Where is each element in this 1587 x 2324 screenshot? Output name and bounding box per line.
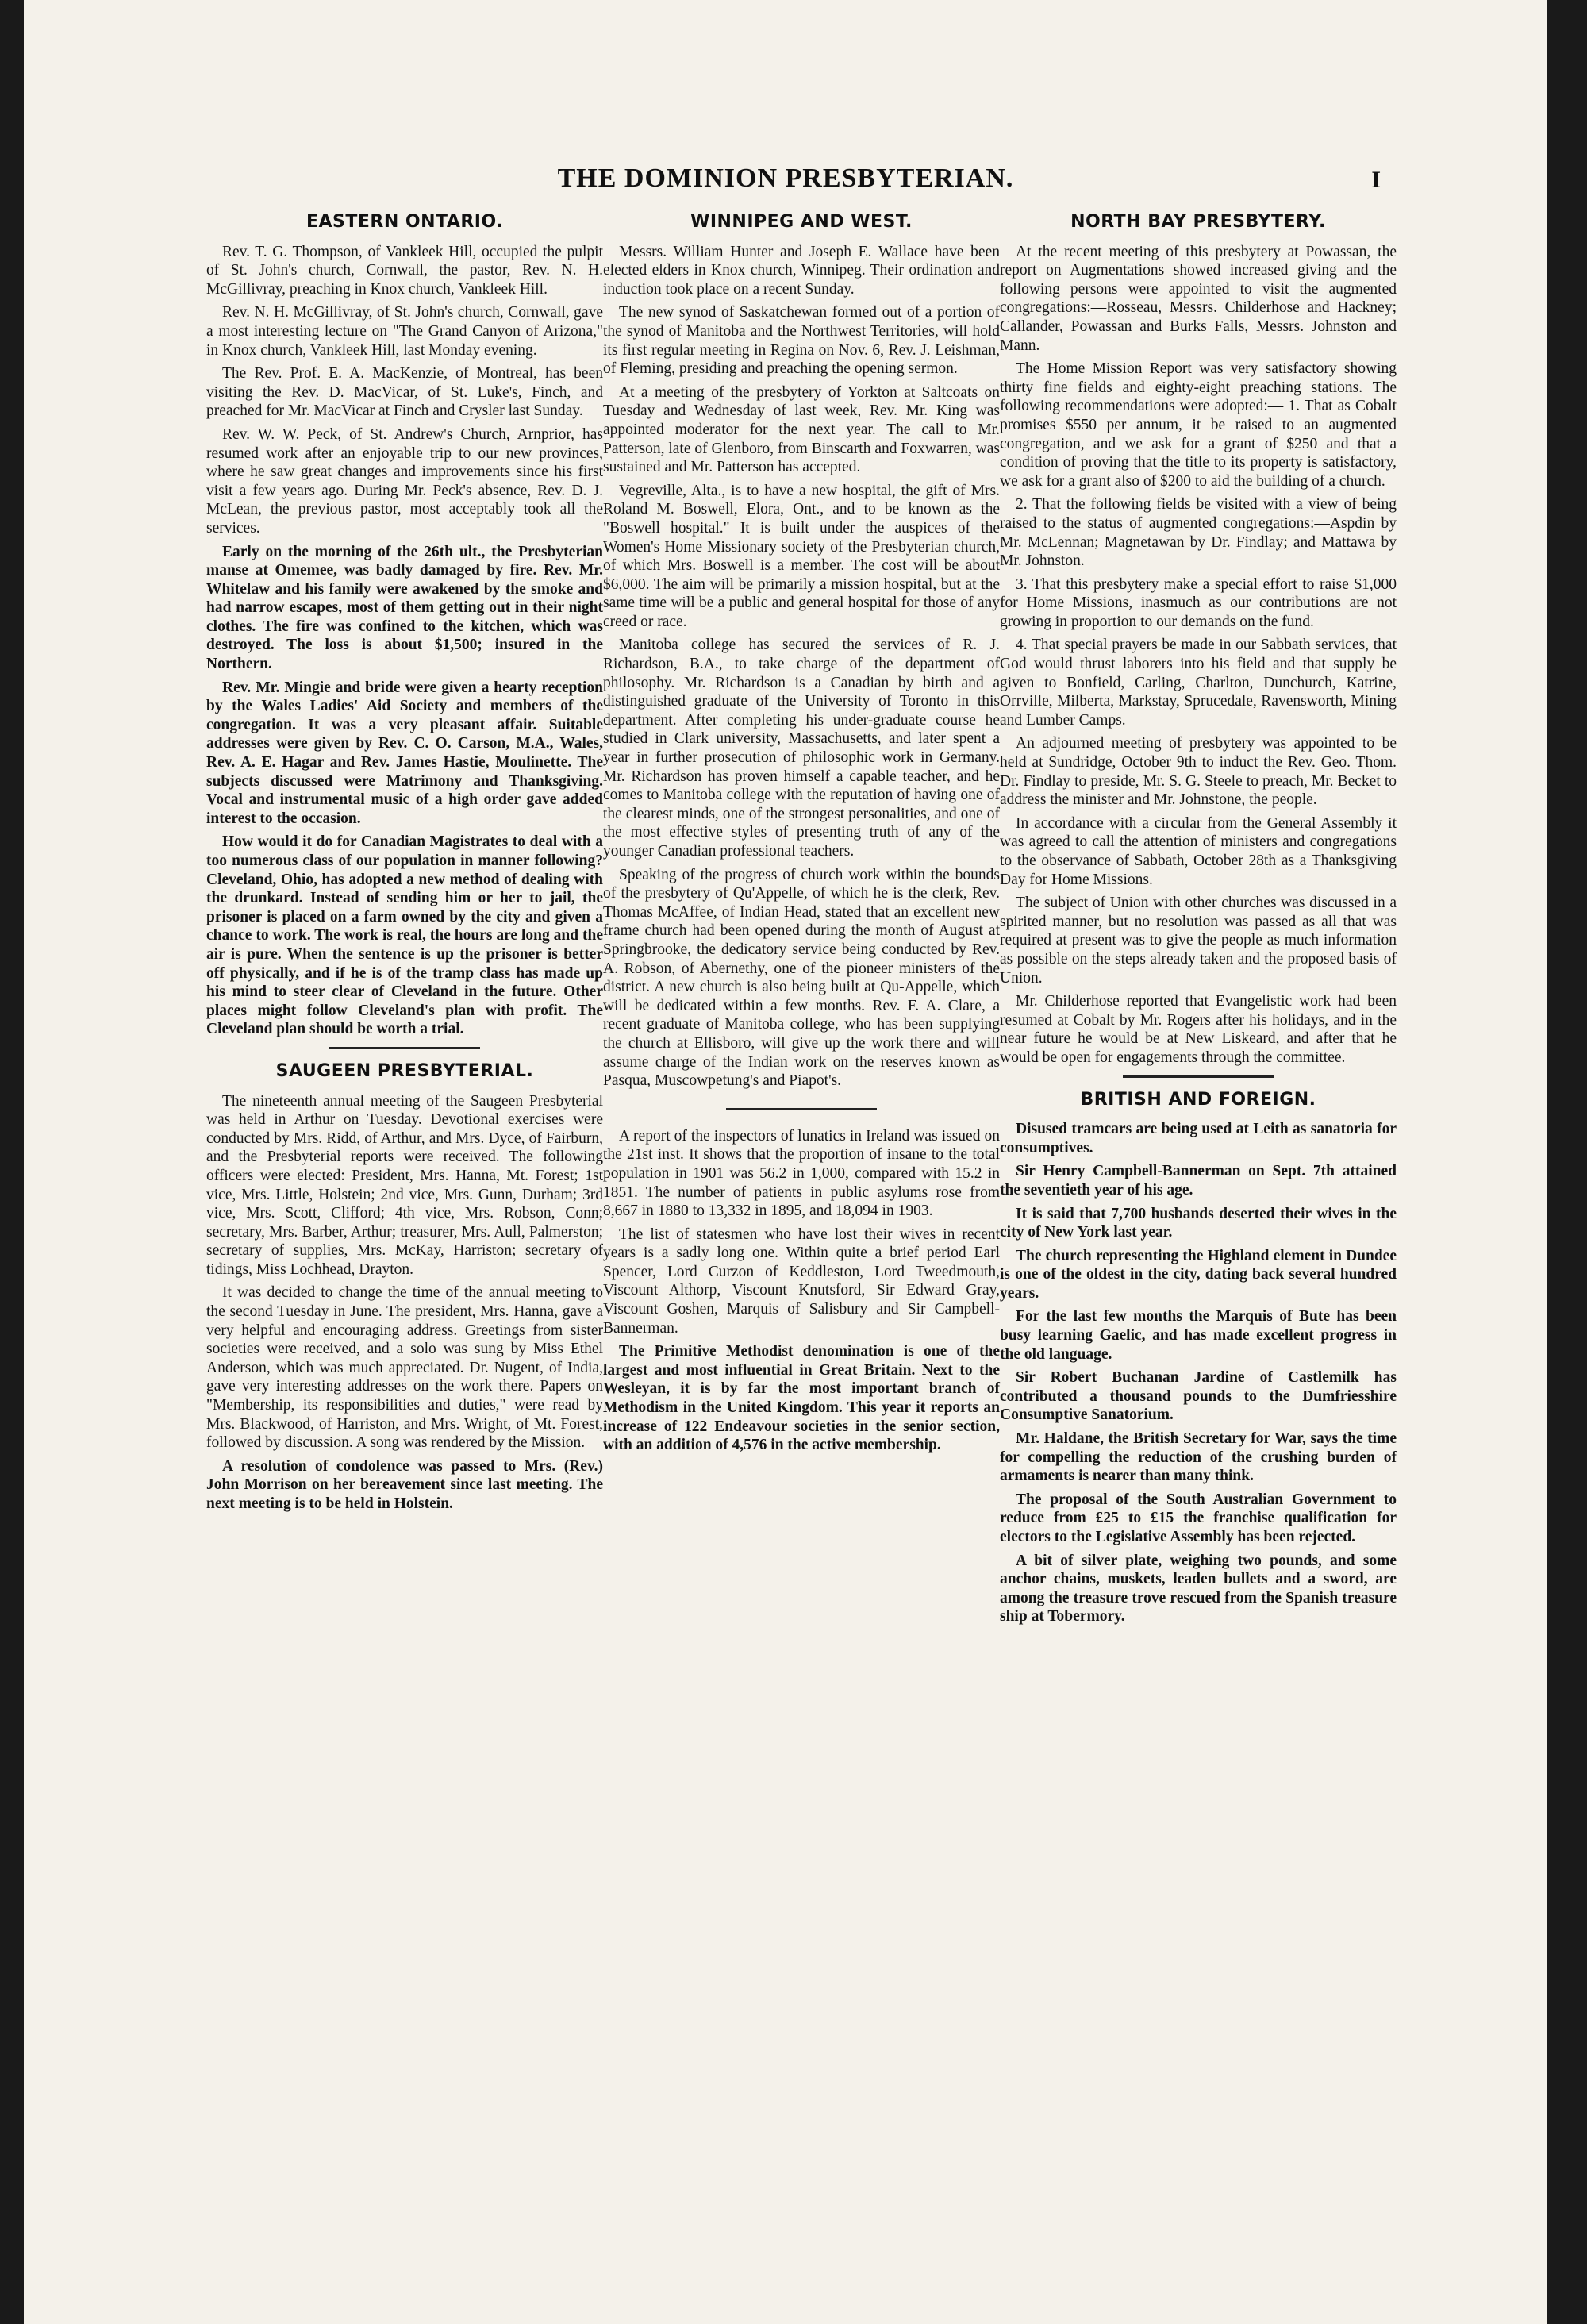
article-paragraph: The new synod of Saskatchewan formed out of a portion of the synod of Manitoba and the Northwest Territories, will hold its first regular meeting in Regina on Nov. 6, Rev. J. Leishman, of Fleming, presiding and preaching the opening sermon. [603,304,1000,378]
article-paragraph: Messrs. William Hunter and Joseph E. Wallace have been elected elders in Knox church, Winnipeg. Their ordination and induction took place on a recent Sunday. [603,243,1000,298]
article-paragraph: In accordance with a circular from the General Assembly it was agreed to call the attention of ministers and congregations to the observance of Sabbath, October 28th as a Thanksgiving Day for Home Missions. [1000,814,1397,888]
article-paragraph: The Home Mission Report was very satisfactory showing thirty fine fields and eighty-eight preaching stations. The following recommendations were adopted:— 1. That as Cobalt promises $550 per annum, it be raised to an augmented congregation, and we ask for a grant of $250 and that a condition of proving that the title to its property is satisfactory, we ask for a grant also of $200 to aid the building of a church. [1000,360,1397,490]
article-paragraph: Vegreville, Alta., is to have a new hospital, the gift of Mrs. Roland M. Boswell, Elora, Ont., and to be known as the "Boswell hospital." It is built under the auspices of the Women's Home Missionary society of the Presbyterian church, of which Mrs. Boswell is a member. The cost will be about $6,000. The aim will be primarily a mission hospital, but at the same time will be a public and general hospital for those of any creed or race. [603,482,1000,630]
section-heading-north-bay-presbytery: NORTH BAY PRESBYTERY. [1070,212,1326,232]
article-paragraph: Early on the morning of the 26th ult., the Presbyterian manse at Omemee, was badly damaged by fire. Rev. Mr. Whitelaw and his family were awakened by the smoke and had narrow escapes, most of them getting out in their night clothes. The fire was confined to the kitchen, which was destroyed. The loss is about $1,500; insured in the Northern. [206,543,603,673]
article-paragraph: Rev. T. G. Thompson, of Vankleek Hill, occupied the pulpit of St. John's church, Cornwall, the pastor, Rev. N. H. McGillivray, preaching in Knox church, Vankleek Hill. [206,243,603,298]
article-paragraph: Disused tramcars are being used at Leith as sanatoria for consumptives. [1000,1121,1397,1156]
article-paragraph: The list of statesmen who have lost their wives in recent years is a sadly long one. Within quite a brief period Earl Spencer, Lord Curzon of Keddleston, Lord Tweedmouth, Viscount Althorp, Viscount Knutsford, Sir Edward Gray, Viscount Goshen, Marquis of Salisbury and Sir Campbell-Bannerman. [603,1225,1000,1337]
section-heading-winnipeg-and-west: WINNIPEG AND WEST. [690,212,913,232]
page-number: I [1371,167,1381,193]
article-paragraph: For the last few months the Marquis of Bute has been busy learning Gaelic, and has made excellent progress in the old language. [1000,1308,1397,1363]
article-paragraph: 3. That this presbytery make a special effort to raise $1,000 for Home Missions, inasmuch as our contributions are not growing in proportion to our demands on the fund. [1000,575,1397,630]
newspaper-page [24,0,1547,2324]
article-paragraph: At the recent meeting of this presbytery at Powassan, the report on Augmentations showed increased giving and the following persons were appointed to visit the augmented congregations:—Rosseau, Messrs. Childerhose and Hackney; Callander, Powassan and Burks Falls, Messrs. Johnston and Mann. [1000,243,1397,354]
article-paragraph: 2. That the following fields be visited with a view of being raised to the status of augmented congregations:—Aspdin by Mr. McLennan; Magnetawan by Dr. Findlay; and Mattawa by Mr. Johnston. [1000,496,1397,570]
publication-title: THE DOMINION PRESBYTERIAN. [557,164,1014,193]
article-paragraph: Sir Henry Campbell-Bannerman on Sept. 7th attained the seventieth year of his age. [1000,1163,1397,1199]
article-paragraph: A report of the inspectors of lunatics in Ireland was issued on the 21st inst. It shows that the proportion of insane to the total population in 1901 was 56.2 in 1,000, compared with 15.2 in 1851. The number of patients in public asylums rose from 8,667 in 1880 to 13,332 in 1895, and 18,094 in 1903. [603,1127,1000,1220]
article-paragraph: Rev. N. H. McGillivray, of St. John's church, Cornwall, gave a most interesting lecture on "The Grand Canyon of Arizona," in Knox church, Vankleek Hill, last Monday evening. [206,304,603,359]
article-paragraph: The church representing the Highland element in Dundee is one of the oldest in the city, dating back several hundred years. [1000,1247,1397,1302]
article-paragraph: It was decided to change the time of the annual meeting to the second Tuesday in June. The president, Mrs. Hanna, gave a very helpful and encouraging address. Greetings from sister societies were received, and a solo was sung by Miss Ethel Anderson, which was much appreciated. Dr. Nugent, of India, gave very interesting addresses on the work there. Papers on "Membership, its responsibilities and duties," were read by Mrs. Blackwood, of Harriston, and Mrs. Wright, of Mt. Forest, followed by discussion. A song was rendered by the Mission. [206,1284,603,1452]
article-paragraph: A resolution of condolence was passed to Mrs. (Rev.) John Morrison on her bereavement since last meeting. The next meeting is to be held in Holstein. [206,1457,603,1512]
article-paragraph: Manitoba college has secured the services of R. J. Richardson, B.A., to take charge of the department of philosophy. Mr. Richardson is a Canadian by birth and a distinguished graduate of the University of Toronto in this department. After completing his under-graduate course he studied in Clark university, Massachusetts, and later spent a year in further prosecution of philosophic work in Germany. Mr. Richardson has proven himself a capable teacher, and he comes to Manitoba college with the reputation of having one of the clearest minds, one of the strongest personalities, and one of the most effective styles of presenting truth of any of the younger Canadian professional teachers. [603,637,1000,860]
article-paragraph: At a meeting of the presbytery of Yorkton at Saltcoats on Tuesday and Wednesday of last week, Rev. Mr. King was appointed moderator for the next year. The call to Mr. Patterson, late of Glenboro, from Binscarth and Foxwarren, was sustained and Mr. Patterson has accepted. [603,383,1000,476]
article-paragraph: It is said that 7,700 husbands deserted their wives in the city of New York last year. [1000,1205,1397,1241]
article-paragraph: How would it do for Canadian Magistrates to deal with a too numerous class of our population in manner following? Cleveland, Ohio, has adopted a new method of dealing with the drunkard. Instead of sending him or her to jail, the prisoner is placed on a farm owned by the city and given a chance to work. The work is real, the hours are long and the air is pure. When the sentence is up the prisoner is better off physically, and if he is of the tramp class has made up his mind to steer clear of Cleveland in the future. Other places might follow Cleveland's plan with profit. The Cleveland plan should be worth a trial. [206,833,603,1038]
article-paragraph: Sir Robert Buchanan Jardine of Castlemilk has contributed a thousand pounds to the Dumfriesshire Consumptive Sanatorium. [1000,1369,1397,1424]
article-paragraph: The nineteenth annual meeting of the Saugeen Presbyterial was held in Arthur on Tuesday. Devotional exercises were conducted by Mrs. Ridd, of Arthur, and Mrs. Dyce, of Fairburn, and the Presbyterial reports were received. The following officers were elected: President, Mrs. Hanna, Mt. Forest; 1st vice, Mrs. Little, Holstein; 2nd vice, Mrs. Gunn, Durham; 3rd vice, Mrs. Scott, Clifford; 4th vice, Mrs. Robson, Conn; secretary, Mrs. Barber, Arthur; treasurer, Mrs. Aull, Palmerston; secretary of supplies, Mrs. McKay, Harriston; secretary of tidings, Miss Lochhead, Drayton. [206,1092,603,1278]
article-paragraph: The subject of Union with other churches was discussed in a spirited manner, but no resolution was passed as all that was required at present was to give the people as much information as possible on the steps already taken and the proposed basis of Union. [1000,895,1397,987]
article-paragraph: Speaking of the progress of church work within the bounds of the presbytery of Qu'Appelle, of which he is the clerk, Rev. Thomas McAffee, of Indian Head, stated that an excellent new frame church had been opened during the month of August at Springbrooke, the dedicatory service being conducted by Rev. A. Robson, of Abernethy, one of the pioneer ministers of the district. A new church is also being built at Qu-Appelle, which will be dedicated within a few months. Rev. F. A. Clare, a recent graduate of Manitoba college, who has been supplying the church at Ellisboro, will give up the work there and will assume charge of the Indian work on the reserves known as Pasqua, Muscowpetung's and Piapot's. [603,866,1000,1090]
section-divider [726,1108,877,1110]
section-divider [329,1047,480,1049]
article-paragraph: An adjourned meeting of presbytery was appointed to be held at Sundridge, October 9th to induct the Rev. Geo. Thom. Dr. Findlay to preside, Mr. S. G. Steele to preach, Mr. Becket to address the minister and Mr. Johnstone, the people. [1000,735,1397,809]
masthead [24,164,1547,194]
article-paragraph: The proposal of the South Australian Government to reduce from £25 to £15 the franchise qualification for electors to the Legislative Assembly has been rejected. [1000,1491,1397,1545]
section-heading-eastern-ontario: EASTERN ONTARIO. [305,212,504,232]
section-divider [1123,1075,1274,1078]
article-paragraph: 4. That special prayers be made in our Sabbath services, that God would thrust laborers into his field and that supply be given to Bonfield, Carling, Charlton, Dunchurch, Katrine, Orrville, Milberta, Markstay, Sprucedale, Ravensworth, Mining and Lumber Camps. [1000,637,1397,729]
section-heading-british-and-foreign: BRITISH AND FOREIGN. [1080,1089,1316,1110]
article-paragraph: Mr. Childerhose reported that Evangelistic work had been resumed at Cobalt by Mr. Rogers after his holidays, and in the near future he would be at New Liskeard, and after that he would be open for engagements through the committee. [1000,993,1397,1066]
article-paragraph: The Rev. Prof. E. A. MacKenzie, of Montreal, has been visiting the Rev. D. MacVicar, of St. Luke's, Finch, and preached for Mr. MacVicar at Finch and Crysler last Sunday. [206,365,603,420]
column-left [206,208,603,1518]
article-paragraph: Rev. W. W. Peck, of St. Andrew's Church, Arnprior, has resumed work after an enjoyable trip to our new provinces, where he saw great changes and improvements since his first visit a few years ago. During Mr. Peck's absence, Rev. D. J. McLean, the previous pastor, most acceptably took all the services. [206,425,603,537]
article-paragraph: Rev. Mr. Mingie and bride were given a hearty reception by the Wales Ladies' Aid Society and members of the congregation. It was a very pleasant affair. Suitable addresses were given by Rev. C. O. Carson, M.A., Wales, Rev. A. E. Hagar and Rev. James Hastie, Moulinette. The subjects discussed were Matrimony and Thanksgiving. Vocal and instrumental music of a high order gave added interest to the occasion. [206,679,603,827]
article-paragraph: A bit of silver plate, weighing two pounds, and some anchor chains, muskets, leaden bullets and a sword, are among the treasure trove rescued from the Spanish treasure ship at Tobermory. [1000,1552,1397,1626]
column-middle [603,208,1000,1460]
section-heading-saugeen-presbyterial: SAUGEEN PRESBYTERIAL. [275,1060,534,1081]
article-paragraph: Mr. Haldane, the British Secretary for War, says the time for compelling the reduction of the crushing burden of armaments is nearer than many think. [1000,1430,1397,1485]
column-right [1000,208,1397,1631]
article-paragraph: The Primitive Methodist denomination is one of the largest and most influential in Great Britain. Next to the Wesleyan, it is by far the most important branch of Methodism in the United Kingdom. This year it reports an increase of 122 Endeavour societies in the senior section, with an addition of 4,576 in the active membership. [603,1343,1000,1454]
